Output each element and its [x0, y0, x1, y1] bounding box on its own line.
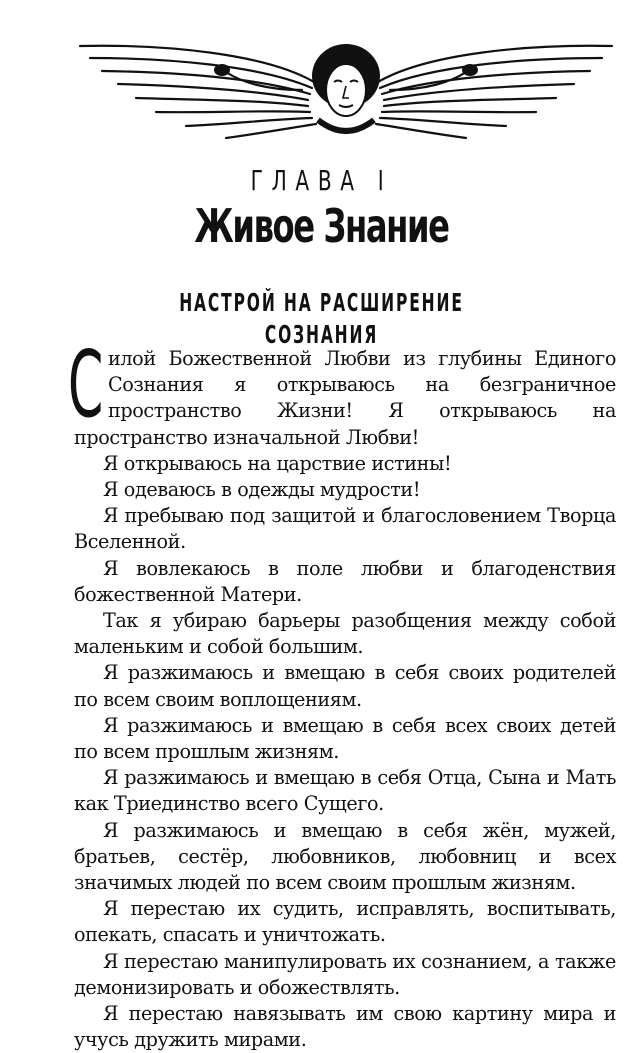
winged-face-ornament-icon: [76, 24, 616, 150]
paragraph: Я одеваюсь в одежды мудрости!: [103, 478, 421, 502]
paragraph: Я разжимаюсь и вмещаю в себя своих родителей по всем своим воплощениям.: [74, 661, 616, 711]
paragraph: Я разжимаюсь и вмещаю в себя всех своих детей по всем прошлым жизням.: [74, 713, 616, 764]
paragraph: Я перестаю манипулировать их сознанием, а также демонизировать и обожествлять.: [74, 949, 616, 999]
first-paragraph: [68, 331, 616, 451]
paragraph: Я открываюсь на царствие истины!: [103, 451, 452, 475]
paragraph: Так я убираю барьеры разобщения между собой маленьким и собой большим.: [74, 609, 616, 659]
body-text: [68, 331, 616, 1053]
section-heading: НАСТРОЙ НА РАСШИРЕНИЕ СОЗНАНИЯ: [179, 288, 464, 349]
paragraph: Я вовлекаюсь в поле любви и благоденствия божественной Матери.: [74, 556, 616, 606]
first-paragraph-text: илой Божественной Любви из глубины Единого Сознания я открываюсь на безграничное пространство Жизни! Я открываюсь на пространство изначальной Любви!: [74, 347, 616, 449]
paragraph: Я пребываю под защитой и благословением Творца Вселенной.: [74, 504, 616, 554]
chapter-label: ГЛАВА I: [250, 164, 393, 197]
paragraph: Я перестаю навязывать им свою картину мира и учусь дружить мирами.: [74, 1002, 616, 1052]
paragraph: Я разжимаюсь и вмещаю в себя жён, мужей, братьев, сестёр, любовников, любовниц и всех значимых людей по всем своим прошлым жизням.: [74, 818, 616, 895]
chapter-title: Живое Знание: [194, 199, 449, 253]
drop-cap: С: [68, 331, 104, 438]
paragraph: Я разжимаюсь и вмещаю в себя Отца, Сына и Мать как Триединство всего Сущего.: [74, 766, 616, 816]
paragraph: Я перестаю их судить, исправлять, воспитывать, опекать, спасать и уничтожать.: [74, 897, 616, 947]
